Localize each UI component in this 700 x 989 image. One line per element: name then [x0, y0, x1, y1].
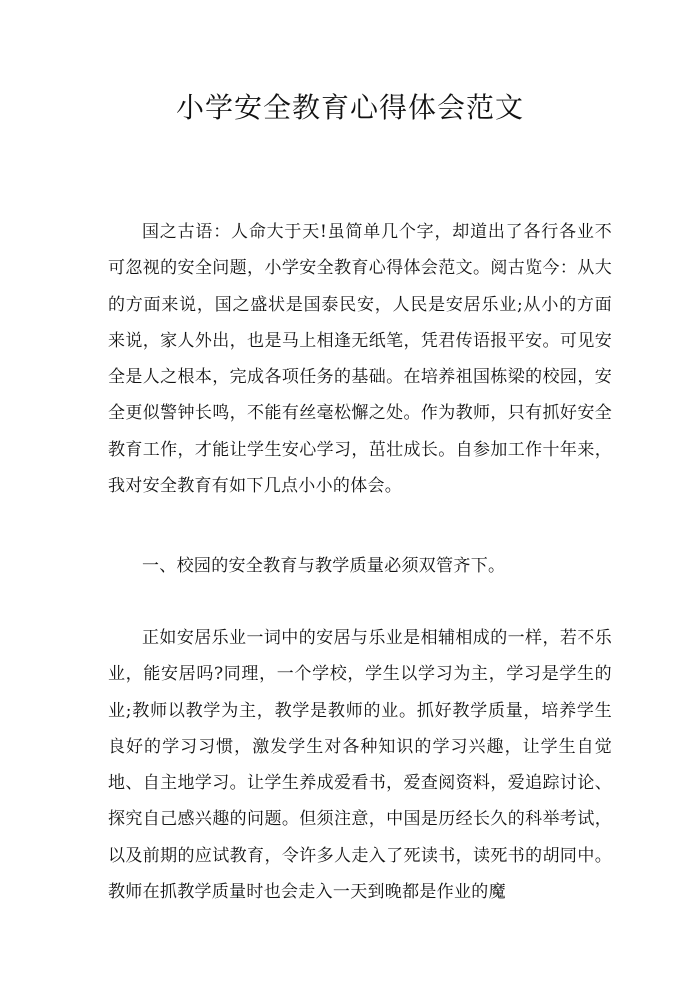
section-heading-1: 一、校园的安全教育与教学质量必须双管齐下。	[142, 556, 506, 576]
paragraph-section-1: 正如安居乐业一词中的安居与乐业是相辅相成的一样，若不乐业，能安居吗?同理，一个学校，学生以学习为主，学习是学生的业;教师以教学为主，教学是教师的业。抓好教学质量，培养学生良好的学习习惯，激发学生对各种知识的学习兴趣，让学生自觉地、自主地学习。让学生养成爱看书，爱查阅资料，爱追踪讨论、探究自己感兴趣的问题。但须注意，中国是历经长久的科举考试，以及前期的应试教育，令许多人走入了死读书，读死书的胡同中。教师在抓教学质量时也会走入一天到晚都是作业的魔	[108, 628, 612, 903]
document-title: 小学安全教育心得体会范文	[175, 91, 524, 124]
paragraph-intro: 国之古语：人命大于天!虽简单几个字，却道出了各行各业不可忽视的安全问题，小学安全教育心得体会范文。阅古览今：从大的方面来说，国之盛状是国泰民安，人民是安居乐业;从小的方面来说，家人外出，也是马上相逢无纸笔，凭君传语报平安。可见安全是人之根本，完成各项任务的基础。在培养祖国栋梁的校园，安全更似警钟长鸣，不能有丝毫松懈之处。作为教师，只有抓好安全教育工作，才能让学生安心学习，茁壮成长。自参加工作十年来，我对安全教育有如下几点小小的体会。	[108, 222, 612, 497]
